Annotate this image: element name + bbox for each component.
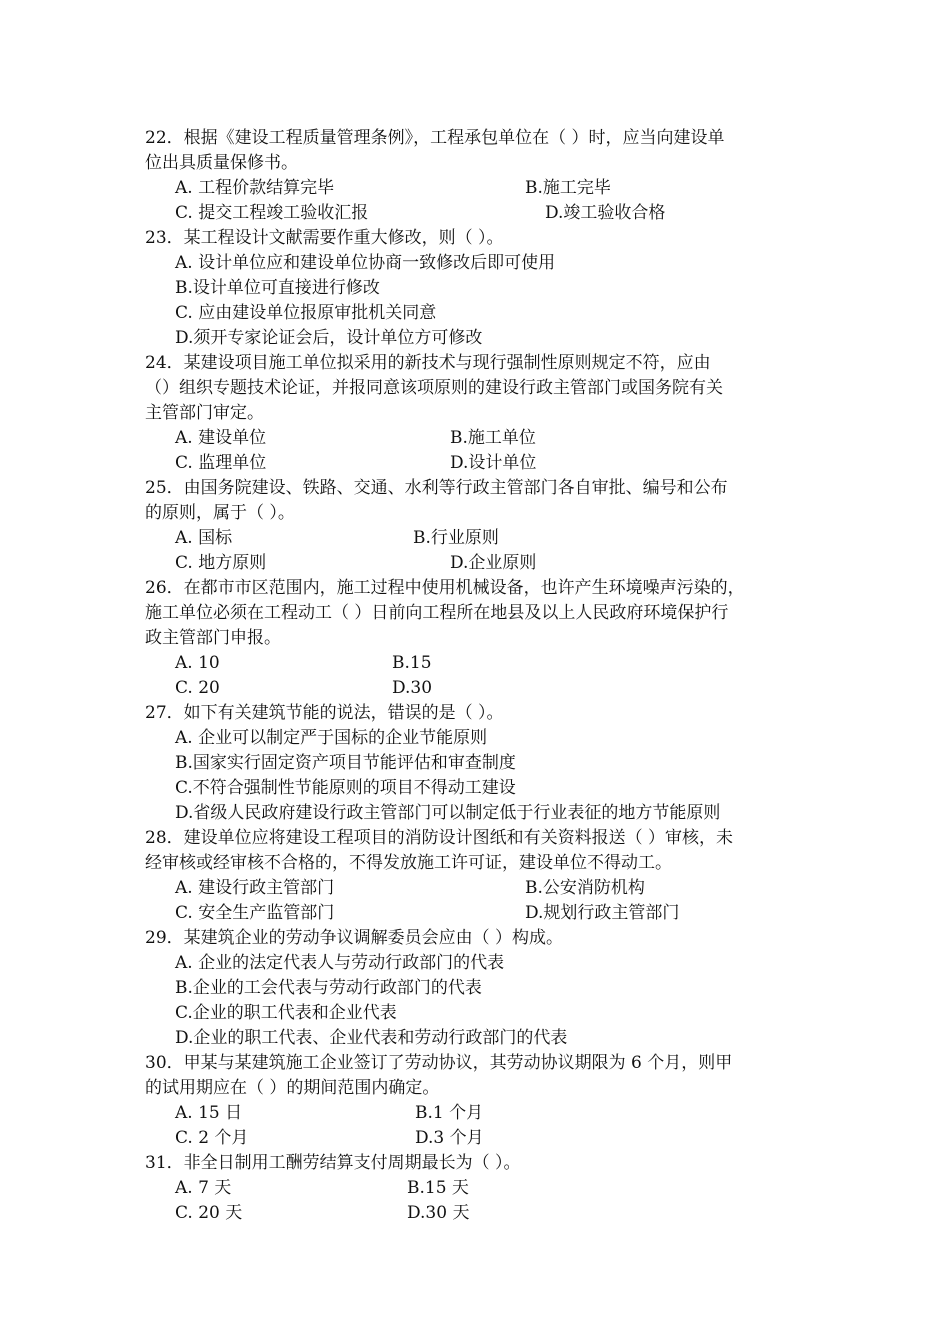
answer-option: D.3 个月 bbox=[415, 1128, 484, 1148]
answer-option: D.设计单位 bbox=[450, 453, 537, 473]
answer-option: D.竣工验收合格 bbox=[545, 203, 666, 223]
option-row bbox=[145, 276, 815, 301]
option-row bbox=[145, 301, 815, 326]
option-row bbox=[145, 526, 815, 551]
answer-option: C.企业的职工代表和企业代表 bbox=[175, 1003, 397, 1023]
answer-option: B.1 个月 bbox=[415, 1103, 484, 1123]
option-row bbox=[145, 326, 815, 351]
answer-option: D.30 天 bbox=[407, 1203, 470, 1223]
question-22 bbox=[145, 126, 815, 226]
option-row bbox=[145, 676, 815, 701]
answer-option: D.30 bbox=[392, 678, 433, 698]
option-row bbox=[145, 426, 815, 451]
question-29 bbox=[145, 926, 815, 1051]
option-row bbox=[145, 1026, 815, 1051]
question-25 bbox=[145, 476, 815, 576]
question-list bbox=[145, 126, 815, 1226]
question-text-line: 政主管部门申报。 bbox=[145, 628, 281, 648]
question-26 bbox=[145, 576, 815, 701]
option-row bbox=[145, 1001, 815, 1026]
answer-option: C. 提交工程竣工验收汇报 bbox=[175, 203, 369, 223]
question-text-line: 31．非全日制用工酬劳结算支付周期最长为（ ）。 bbox=[145, 1153, 521, 1173]
answer-option: C. 20 bbox=[175, 678, 220, 698]
answer-option: C. 地方原则 bbox=[175, 553, 267, 573]
question-text-line: （）组织专题技术论证，并报同意该项原则的建设行政主管部门或国务院有关 bbox=[145, 378, 723, 398]
question-text-line: 24．某建设项目施工单位拟采用的新技术与现行强制性原则规定不符，应由 bbox=[145, 353, 711, 373]
question-text-line: 23．某工程设计文献需要作重大修改，则（ ）。 bbox=[145, 228, 504, 248]
question-text-line: 27．如下有关建筑节能的说法，错误的是（ ）。 bbox=[145, 703, 504, 723]
answer-option: A. 企业可以制定严于国标的企业节能原则 bbox=[175, 728, 488, 748]
answer-option: B.公安消防机构 bbox=[525, 878, 645, 898]
answer-option: B.行业原则 bbox=[413, 528, 499, 548]
option-row bbox=[145, 651, 815, 676]
question-30 bbox=[145, 1051, 815, 1151]
question-text-line: 的原则，属于（ ）。 bbox=[145, 503, 295, 523]
answer-option: A. 企业的法定代表人与劳动行政部门的代表 bbox=[175, 953, 505, 973]
question-text-line: 的试用期应在（ ）的期间范围内确定。 bbox=[145, 1078, 440, 1098]
answer-option: D.规划行政主管部门 bbox=[525, 903, 680, 923]
answer-option: A. 设计单位应和建设单位协商一致修改后即可使用 bbox=[175, 253, 556, 273]
option-row bbox=[145, 1126, 815, 1151]
question-text-line: 施工单位必须在工程动工（ ）日前向工程所在地县及以上人民政府环境保护行 bbox=[145, 603, 729, 623]
option-row bbox=[145, 801, 815, 826]
answer-option: B.国家实行固定资产项目节能评估和审查制度 bbox=[175, 753, 516, 773]
answer-option: C. 监理单位 bbox=[175, 453, 267, 473]
answer-option: C. 20 天 bbox=[175, 1203, 243, 1223]
option-row bbox=[145, 1201, 815, 1226]
answer-option: A. 10 bbox=[175, 653, 220, 673]
question-text-line: 26．在都市市区范围内，施工过程中使用机械设备，也许产生环境噪声污染的， bbox=[145, 578, 745, 598]
answer-option: D.企业的职工代表、企业代表和劳动行政部门的代表 bbox=[175, 1028, 568, 1048]
option-row bbox=[145, 976, 815, 1001]
question-text-line: 经审核或经审核不合格的，不得发放施工许可证，建设单位不得动工。 bbox=[145, 853, 672, 873]
answer-option: A. 国标 bbox=[175, 528, 233, 548]
answer-option: A. 建设单位 bbox=[175, 428, 267, 448]
option-row bbox=[145, 1101, 815, 1126]
answer-option: B.施工完毕 bbox=[525, 178, 611, 198]
question-31 bbox=[145, 1151, 815, 1226]
question-28 bbox=[145, 826, 815, 926]
option-row bbox=[145, 751, 815, 776]
option-row bbox=[145, 251, 815, 276]
question-text-line: 30．甲某与某建筑施工企业签订了劳动协议，其劳动协议期限为 6 个月，则甲 bbox=[145, 1053, 733, 1073]
question-24 bbox=[145, 351, 815, 476]
answer-option: D.省级人民政府建设行政主管部门可以制定低于行业表征的地方节能原则 bbox=[175, 803, 721, 823]
answer-option: B.15 bbox=[392, 653, 432, 673]
answer-option: D.须开专家论证会后，设计单位方可修改 bbox=[175, 328, 483, 348]
answer-option: B.施工单位 bbox=[450, 428, 536, 448]
answer-option: C.不符合强制性节能原则的项目不得动工建设 bbox=[175, 778, 516, 798]
answer-option: A. 7 天 bbox=[175, 1178, 232, 1198]
question-text-line: 主管部门审定。 bbox=[145, 403, 264, 423]
answer-option: C. 2 个月 bbox=[175, 1128, 249, 1148]
question-23 bbox=[145, 226, 815, 351]
answer-option: A. 建设行政主管部门 bbox=[175, 878, 335, 898]
question-text-line: 22．根据《建设工程质量管理条例》，工程承包单位在（ ）时，应当向建设单 bbox=[145, 128, 725, 148]
option-row bbox=[145, 726, 815, 751]
option-row bbox=[145, 951, 815, 976]
question-text-line: 位出具质量保修书。 bbox=[145, 153, 298, 173]
answer-option: B.15 天 bbox=[407, 1178, 469, 1198]
answer-option: C. 应由建设单位报原审批机关同意 bbox=[175, 303, 437, 323]
option-row bbox=[145, 201, 815, 226]
option-row bbox=[145, 901, 815, 926]
option-row bbox=[145, 551, 815, 576]
answer-option: B.企业的工会代表与劳动行政部门的代表 bbox=[175, 978, 482, 998]
question-text-line: 25．由国务院建设、铁路、交通、水利等行政主管部门各自审批、编号和公布 bbox=[145, 478, 728, 498]
answer-option: C. 安全生产监管部门 bbox=[175, 903, 335, 923]
question-text-line: 29．某建筑企业的劳动争议调解委员会应由（ ）构成。 bbox=[145, 928, 564, 948]
answer-option: A. 15 日 bbox=[175, 1103, 243, 1123]
question-text-line: 28．建设单位应将建设工程项目的消防设计图纸和有关资料报送（ ）审核，未 bbox=[145, 828, 734, 848]
answer-option: A. 工程价款结算完毕 bbox=[175, 178, 335, 198]
option-row bbox=[145, 451, 815, 476]
question-27 bbox=[145, 701, 815, 826]
option-row bbox=[145, 1176, 815, 1201]
answer-option: B.设计单位可直接进行修改 bbox=[175, 278, 380, 298]
option-row bbox=[145, 876, 815, 901]
option-row bbox=[145, 776, 815, 801]
answer-option: D.企业原则 bbox=[450, 553, 537, 573]
option-row bbox=[145, 176, 815, 201]
